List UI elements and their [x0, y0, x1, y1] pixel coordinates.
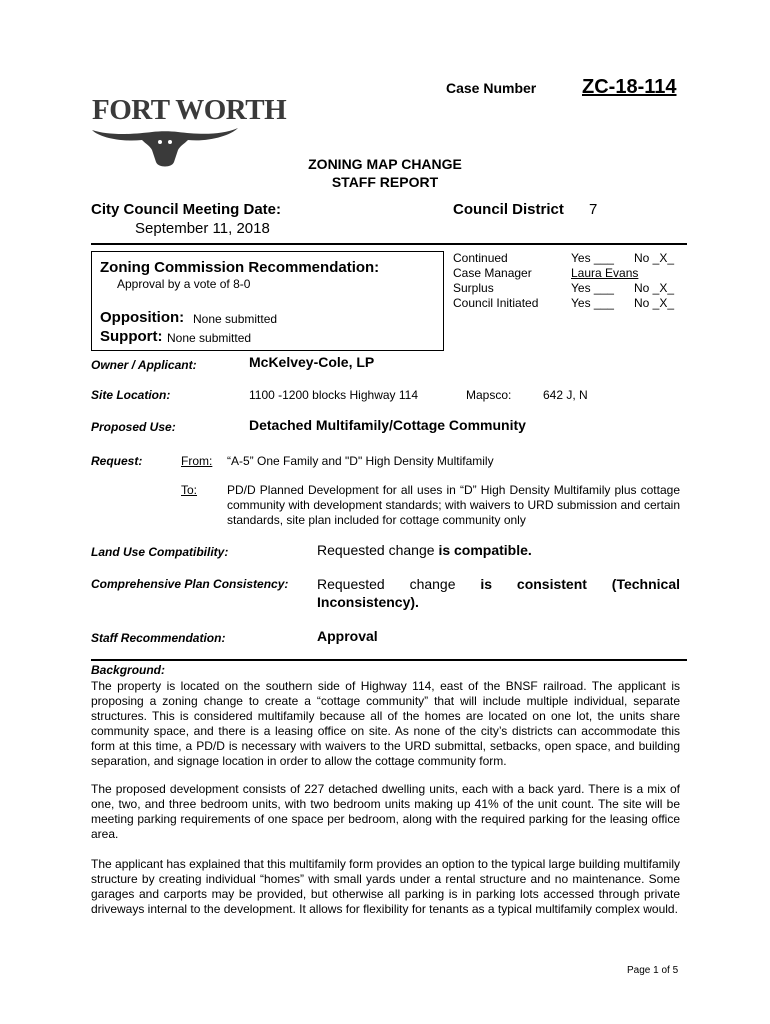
request-to-label: To:	[181, 483, 198, 497]
status-yes: Yes ___	[571, 251, 614, 265]
proposed-use-value: Detached Multifamily/Cottage Community	[249, 417, 526, 433]
recommendation-text: Approval by a vote of 8-0	[117, 277, 251, 291]
status-label: Continued	[453, 251, 508, 265]
comprehensive-plan-value	[317, 575, 680, 611]
site-location-label: Site Location:	[91, 388, 171, 402]
status-label: Council Initiated	[453, 296, 539, 310]
support-label: Support:	[100, 328, 163, 345]
request-to-value: PD/D Planned Development for all uses in “D” High Density Multifamily plus cottage community with development standards; with waivers to URD submission and certain standards, site plan included for cottage community only	[227, 483, 680, 527]
land-use-value	[317, 542, 532, 558]
recommendation-title: Zoning Commission Recommendation:	[100, 259, 380, 276]
status-no: No _X_	[634, 296, 675, 310]
land-use-label: Land Use Compatibility:	[91, 545, 229, 559]
support-value: None submitted	[167, 331, 252, 345]
status-no: No _X_	[634, 251, 675, 265]
case-manager-name: Laura Evans	[571, 266, 639, 280]
mapsco-value: 642 J, N	[543, 388, 588, 402]
status-label: Case Manager	[453, 266, 532, 280]
comprehensive-plan-label: Comprehensive Plan Consistency:	[91, 577, 289, 591]
comp-word: is	[480, 576, 493, 592]
request-from-label: From:	[181, 454, 213, 468]
mapsco-label: Mapsco:	[466, 388, 512, 402]
land-use-emphasis: is compatible.	[438, 542, 532, 558]
background-heading: Background:	[91, 663, 166, 677]
fort-worth-logo-text: FORT WORTH	[92, 94, 287, 126]
comp-word: Requested	[317, 576, 385, 592]
status-yes: Yes ___	[571, 281, 614, 295]
comp-word: (Technical	[611, 576, 680, 592]
site-location-value: 1100 -1200 blocks Highway 114	[249, 388, 418, 402]
opposition-label: Opposition:	[100, 309, 185, 326]
header-divider	[91, 243, 687, 245]
report-title-line2: STAFF REPORT	[331, 174, 439, 190]
status-no: No _X_	[634, 281, 675, 295]
owner-label: Owner / Applicant:	[91, 358, 197, 372]
council-district-label: Council District	[453, 201, 564, 218]
page-number: Page 1 of 5	[627, 965, 679, 976]
report-title-line1: ZONING MAP CHANGE	[308, 156, 462, 172]
land-use-prefix: Requested change	[317, 542, 435, 558]
case-number-label: Case Number	[446, 80, 537, 96]
comp-line2: Inconsistency).	[317, 594, 419, 610]
background-paragraph: The applicant has explained that this multifamily form provides an option to the typical large building multifamily structure by creating individual “homes” with small yards under a rental structure and no maintenance. Some garages and carports may be provided, but otherwise all parking is in parking lots accessed through private driveways internal to the development. It allows for flexibility for tenants as a typical multifamily complex would.	[91, 857, 680, 916]
background-paragraph: The proposed development consists of 227 detached dwelling units, each with a back yard. There is a mix of one, two, and three bedroom units, with two bedroom units making up 41% of the unit count. The site will be meeting parking requirements of one space per bedroom, along with the required parking for the leasing office area.	[91, 782, 680, 841]
meeting-date: September 11, 2018	[135, 220, 270, 237]
council-district-value: 7	[589, 201, 598, 218]
background-paragraph: The property is located on the southern side of Highway 114, east of the BNSF railroad. The applicant is proposing a zoning change to create a “cottage community” that will include multiple individual, separate structures. This is considered multifamily because all of the homes are located on one lot, the units share community space, and there is a leasing office on site. As none of the city’s districts can accommodate this form at this time, a PD/D is necessary with waivers to the URD submittal, setbacks, open space, and building separation, and signage location in order to allow the cottage community form.	[91, 679, 680, 768]
status-yes: Yes ___	[571, 296, 614, 310]
proposed-use-label: Proposed Use:	[91, 420, 176, 434]
meeting-date-label: City Council Meeting Date:	[91, 201, 282, 218]
case-number: ZC-18-114	[582, 76, 677, 98]
comp-word: consistent	[516, 576, 587, 592]
owner-value: McKelvey-Cole, LP	[249, 354, 375, 370]
request-label: Request:	[91, 454, 143, 468]
request-from-value: “A-5” One Family and "D" High Density Multifamily	[227, 454, 494, 468]
section-divider	[91, 659, 687, 661]
status-label: Surplus	[453, 281, 494, 295]
staff-recommendation-label: Staff Recommendation:	[91, 631, 226, 645]
comp-word: change	[409, 576, 456, 592]
opposition-value: None submitted	[193, 312, 278, 326]
staff-recommendation-value: Approval	[317, 628, 378, 644]
